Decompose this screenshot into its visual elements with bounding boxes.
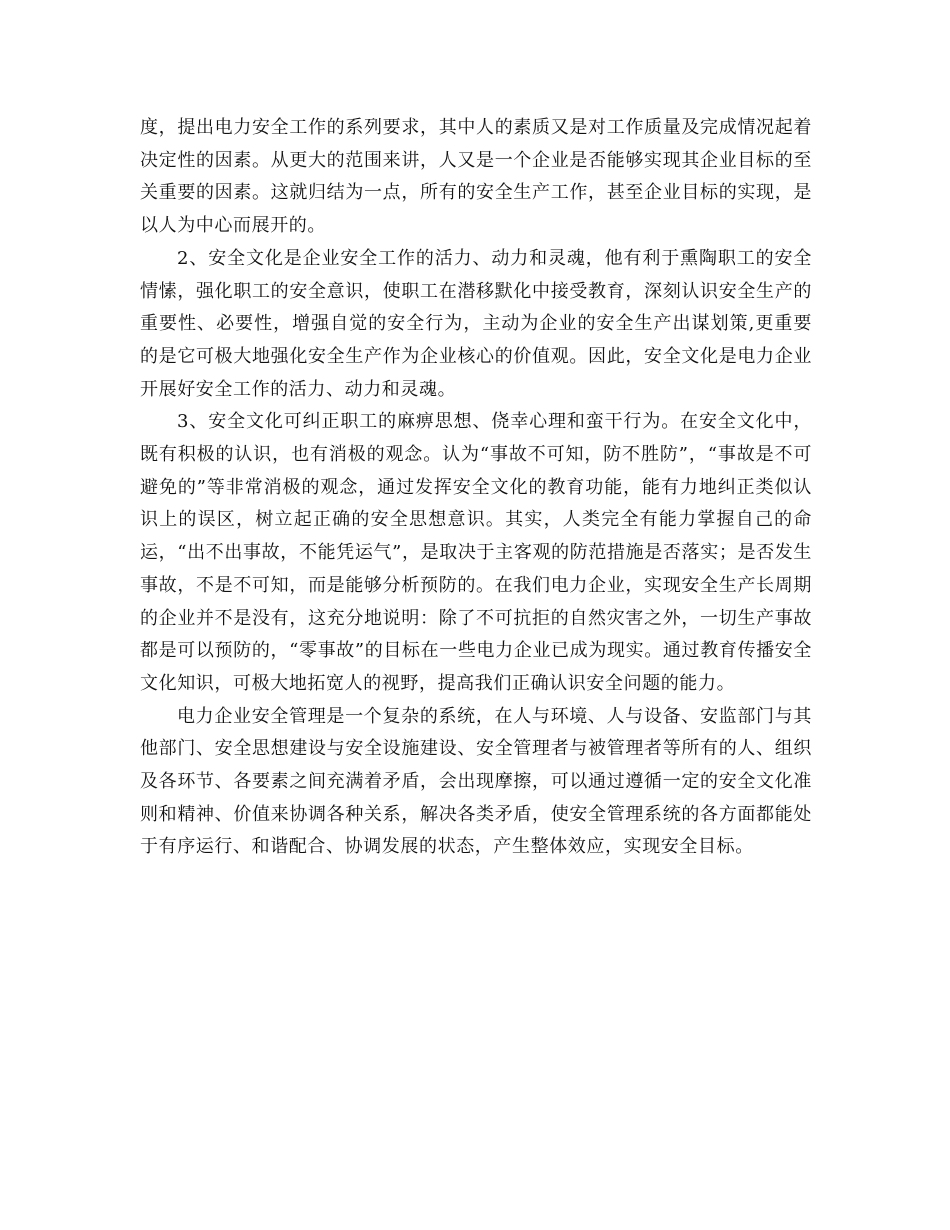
document-body: [140, 112, 812, 864]
paragraph-point-2: 2、安全文化是企业安全工作的活力、动力和灵魂，他有利于熏陶职工的安全情愫，强化职工的安全意识，使职工在潜移默化中接受教育，深刻认识安全生产的重要性、必要性，增强自觉的安全行为，主动为企业的安全生产出谋划策,更重要的是它可极大地强化安全生产作为企业核心的价值观。因此，安全文化是电力企业开展好安全工作的活力、动力和灵魂。: [140, 247, 812, 400]
paragraph-conclusion: 电力企业安全管理是一个复杂的系统，在人与环境、人与设备、安监部门与其他部门、安全思想建设与安全设施建设、安全管理者与被管理者等所有的人、组织及各环节、各要素之间充满着矛盾，会出现摩擦，可以通过遵循一定的安全文化准则和精神、价值来协调各种关系，解决各类矛盾，使安全管理系统的各方面都能处于有序运行、和谐配合、协调发展的状态，产生整体效应，实现安全目标。: [140, 705, 812, 858]
paragraph-point-3: 3、安全文化可纠正职工的麻痹思想、侥幸心理和蛮干行为。在安全文化中，既有积极的认识，也有消极的观念。认为“事故不可知，防不胜防”，“事故是不可避免的”等非常消极的观念，通过发挥安全文化的教育功能，能有力地纠正类似认识上的误区，树立起正确的安全思想意识。其实，人类完全有能力掌握自己的命运，“出不出事故，不能凭运气”，是取决于主客观的防范措施是否落实；是否发生事故，不是不可知，而是能够分析预防的。在我们电力企业，实现安全生产长周期的企业并不是没有，这充分地说明：除了不可抗拒的自然灾害之外，一切生产事故都是可以预防的，“零事故”的目标在一些电力企业已成为现实。通过教育传播安全文化知识，可极大地拓宽人的视野，提高我们正确认识安全问题的能力。: [140, 411, 812, 694]
paragraph-continuation: 度，提出电力安全工作的系列要求，其中人的素质又是对工作质量及完成情况起着决定性的因素。从更大的范围来讲，人又是一个企业是否能够实现其企业目标的至关重要的因素。这就归结为一点，所有的安全生产工作，甚至企业目标的实现，是以人为中心而展开的。: [140, 117, 812, 237]
